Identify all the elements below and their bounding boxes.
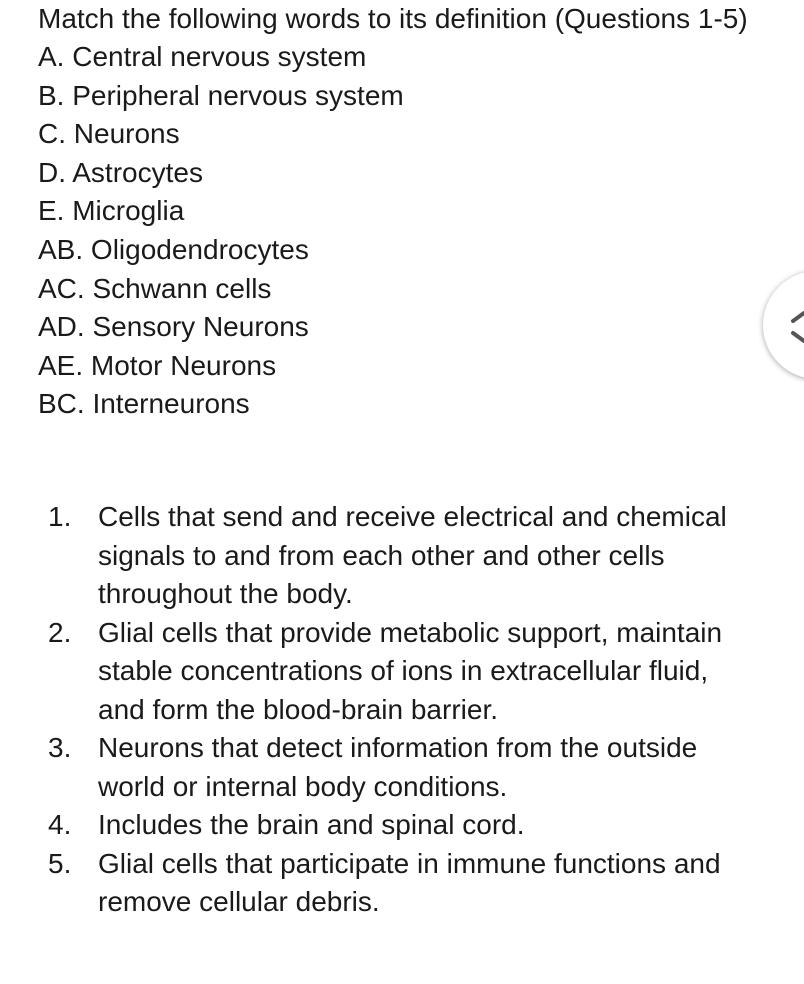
definition-number: 3. (48, 732, 72, 763)
definition-number: 4. (48, 809, 72, 840)
option-item: A. Central nervous system (38, 41, 367, 72)
option-item: AE. Motor Neurons (38, 349, 277, 381)
scroll-toggle-button[interactable] (763, 271, 804, 379)
document (38, 0, 758, 424)
definition-number: 1. (48, 501, 72, 532)
definition-item (48, 729, 748, 806)
definition-item (48, 614, 748, 730)
chevron-up-down-icon (789, 293, 804, 357)
definition-item (48, 806, 748, 845)
option-item: E. Microglia (38, 195, 185, 227)
answer-options-list (38, 38, 758, 424)
option-item: AD. Sensory Neurons (38, 311, 309, 343)
definition-text: Neurons that detect information from the outside world or internal body conditions. (98, 732, 698, 802)
definition-text: Includes the brain and spinal cord. (98, 809, 525, 840)
definition-item (48, 845, 748, 922)
option-item: C. Neurons (38, 118, 180, 150)
option-item: B. Peripheral nervous system (38, 79, 404, 111)
definition-text: Glial cells that participate in immune functions and remove cellular debris. (98, 847, 721, 917)
definition-number: 5. (48, 847, 72, 879)
definition-item (48, 498, 748, 614)
option-item: AB. Oligodendrocytes (38, 233, 309, 265)
definition-text: Cells that send and receive electrical and chemical signals to and from each other and other cells throughout the body. (98, 501, 727, 609)
question-title: Match the following words to its definition (Questions 1-5) (38, 3, 748, 34)
definition-text: Glial cells that provide metabolic support, maintain stable concentrations of ions in extracellular fluid, and form the blood-brain barrier. (98, 616, 723, 725)
option-item: BC. Interneurons (38, 388, 250, 420)
definitions-list (48, 498, 748, 922)
definition-number: 2. (48, 616, 72, 648)
option-item: D. Astrocytes (38, 156, 203, 188)
option-item: AC. Schwann cells (38, 272, 272, 304)
